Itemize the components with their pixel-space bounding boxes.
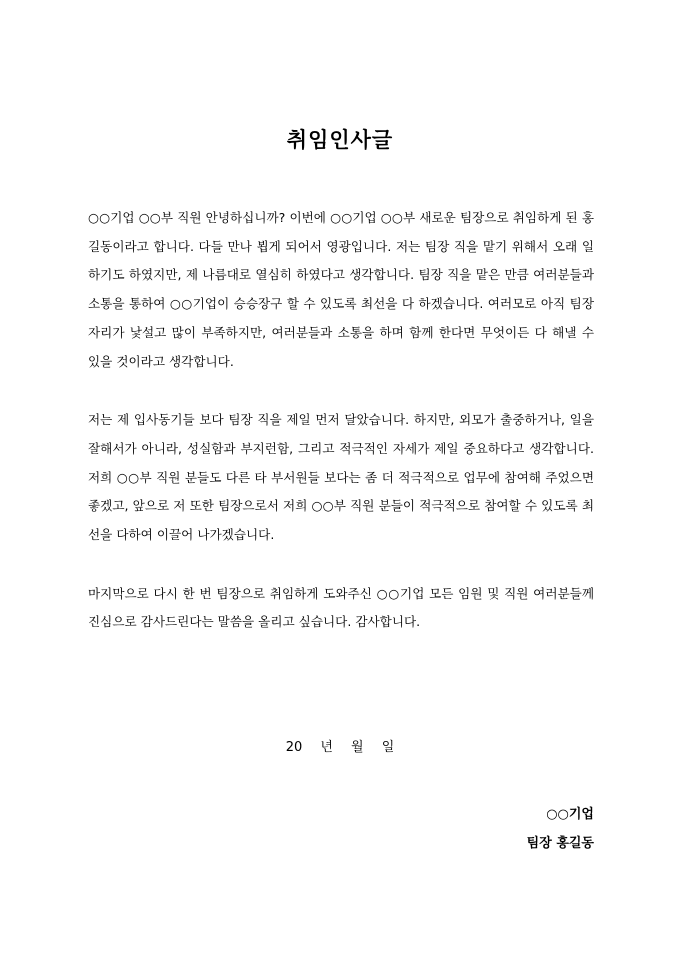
document-body (88, 204, 594, 637)
signature-company: ○○기업 (546, 807, 594, 822)
paragraph-3: 마지막으로 다시 한 번 팀장으로 취임하게 도와주신 ○○기업 모든 임원 및 직원 여러분들께 진심으로 감사드린다는 말씀을 올리고 싶습니다. 감사합니다. (88, 585, 594, 630)
signature-block (527, 800, 594, 858)
signature-name: 팀장 홍길동 (526, 836, 594, 851)
document-title: 취임인사글 (286, 128, 394, 152)
paragraph-2: 저는 제 입사동기들 보다 팀장 직을 제일 먼저 달았습니다. 하지만, 외모가 출중하거나, 일을 잘해서가 아니라, 성실함과 부지런함, 그리고 적극적인 자세가 제일 중요하다고 생각합니다. 저희 ○○부 직원 분들도 다른 타 부서원들 보다는 좀 더 적극적으로 업무에 참여해 주었으면 좋겠고, 앞으로 저 또한 팀장으로서 저희 ○○부 직원 분들이 적극적으로 참여할 수 있도록 최선을 다하여 이끌어 나가겠습니다. (88, 412, 594, 543)
date-line: 20 년 월 일 (285, 740, 395, 755)
paragraph-1: ○○기업 ○○부 직원 안녕하십니까? 이번에 ○○기업 ○○부 새로운 팀장으로 취임하게 된 홍길동이라고 합니다. 다들 만나 뵙게 되어서 영광입니다. 저는 팀장 직을 맡기 위해서 오래 일하기도 하였지만, 제 나름대로 열심히 하였다고 생각합니다. 팀장 직을 맡은 만큼 여러분들과 소통을 통하여 ○○기업이 승승장구 할 수 있도록 최선을 다 하겠습니다. 여러모로 아직 팀장자리가 낯설고 많이 부족하지만, 여러분들과 소통을 하며 함께 한다면 무엇이든 다 해낼 수 있을 것이라고 생각합니다. (88, 210, 594, 369)
